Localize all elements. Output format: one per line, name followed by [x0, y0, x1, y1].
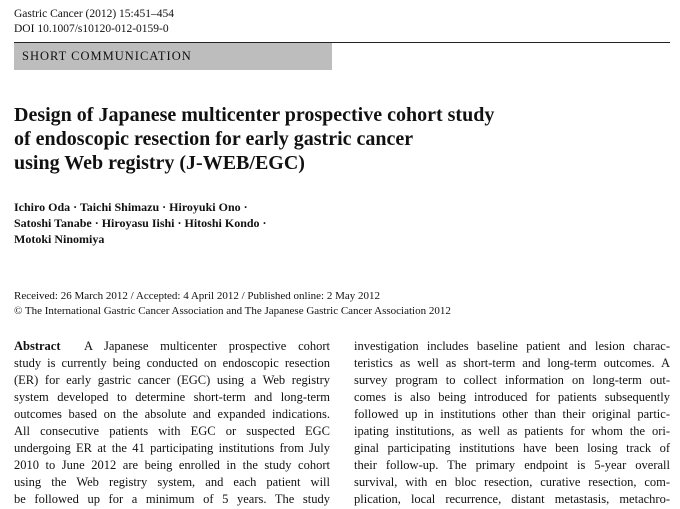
abstract-line: followed up in institutions other than their original partic- [354, 407, 670, 421]
title-line: using Web registry (J-WEB/EGC) [14, 152, 305, 174]
abstract-column-left [14, 338, 330, 508]
abstract-line: system developed to determine short-term and long-term [14, 390, 330, 404]
title-line: of endoscopic resection for early gastric cancer [14, 128, 414, 150]
section-label: SHORT COMMUNICATION [22, 49, 192, 63]
author-line: Satoshi Tanabe · Hiroyasu Iishi · Hitoshi Kondo · [14, 216, 267, 230]
author-line: Motoki Ninomiya [14, 232, 105, 246]
abstract-line: outcomes based on the absolute and expanded indications. [14, 407, 330, 421]
abstract-line: their follow-up. The primary endpoint is 5-year overall [354, 458, 670, 472]
abstract-label: Abstract [14, 339, 61, 353]
abstract-line: All consecutive patients with EGC or suspected EGC [14, 424, 330, 438]
abstract-line: 2010 to June 2012 are being enrolled in the study cohort [14, 458, 330, 472]
journal-meta [14, 7, 174, 37]
author-line: Ichiro Oda · Taichi Shimazu · Hiroyuki Ono · [14, 200, 248, 214]
abstract-line: be followed up for a minimum of 5 years. The study [14, 492, 330, 506]
abstract-line: study is currently being conducted on endoscopic resection [14, 356, 330, 370]
abstract-line: investigation includes baseline patient and lesion charac- [354, 339, 670, 353]
article-title [14, 103, 614, 175]
copyright: © The International Gastric Cancer Association and The Japanese Gastric Cancer Association 2012 [14, 304, 451, 317]
doi: DOI 10.1007/s10120-012-0159-0 [14, 23, 169, 35]
abstract-line: ipating institutions, as well as patients for whom the ori- [354, 424, 670, 438]
abstract-line: comes is also being introduced for patients subsequently [354, 390, 670, 404]
abstract-line: survival, with en bloc resection, curative resection, com- [354, 475, 670, 489]
title-line: Design of Japanese multicenter prospective cohort study [14, 104, 495, 126]
author-list [14, 199, 614, 247]
abstract-line: (ER) for early gastric cancer (EGC) using a Web registry [14, 373, 330, 387]
abstract-line: ginal participating institutions have been losing track of [354, 441, 670, 455]
publication-dates: Received: 26 March 2012 / Accepted: 4 April 2012 / Published online: 2 May 2012 [14, 290, 380, 302]
abstract-column-right [354, 338, 670, 508]
abstract-line: Abstract A Japanese multicenter prospective cohort [14, 339, 331, 353]
abstract-line: undergoing ER at the 41 participating institutions from July [14, 441, 330, 455]
publication-info [14, 289, 664, 318]
section-band [14, 43, 332, 70]
journal-citation: Gastric Cancer (2012) 15:451–454 [14, 8, 175, 20]
abstract-line: using the Web registry system, and each patient will [14, 475, 330, 489]
abstract-line: survey program to collect information on long-term out- [354, 373, 670, 387]
abstract-line: teristics as well as short-term and long-term outcomes. A [354, 356, 670, 370]
abstract-line: plication, local recurrence, distant metastasis, metachro- [354, 492, 670, 506]
